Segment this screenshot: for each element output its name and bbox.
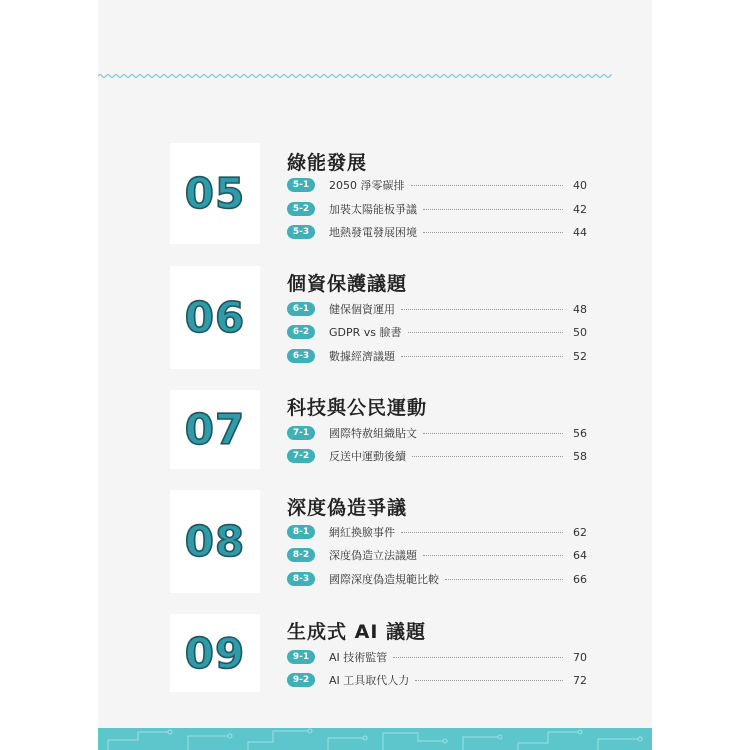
dot-leader — [393, 656, 563, 658]
dot-leader — [401, 355, 563, 357]
section-title: 2050 淨零碳排 — [329, 179, 405, 192]
section-badge: 6-3 — [287, 349, 315, 363]
section-badge: 8-2 — [287, 548, 315, 562]
section-badge: 6-2 — [287, 325, 315, 339]
toc-entry[interactable] — [287, 177, 587, 193]
section-badge: 9-1 — [287, 650, 315, 664]
section-title: 地熱發電發展困境 — [329, 226, 417, 239]
section-badge: 7-2 — [287, 449, 315, 463]
page-number: 66 — [573, 572, 587, 586]
toc-entry[interactable] — [287, 201, 587, 217]
toc-entry[interactable] — [287, 224, 587, 240]
page-number: 58 — [573, 449, 587, 463]
chapter-title[interactable]: 科技與公民運動 — [287, 397, 428, 419]
section-badge: 5-1 — [287, 178, 315, 192]
section-title: 健保個資運用 — [329, 303, 395, 316]
dot-leader — [412, 455, 563, 457]
dot-leader — [423, 554, 563, 556]
section-title: GDPR vs 臉書 — [329, 326, 402, 339]
dot-leader — [445, 578, 563, 580]
section-badge: 5-3 — [287, 225, 315, 239]
chapter-title[interactable]: 深度偽造爭議 — [287, 497, 408, 519]
section-badge: 8-1 — [287, 525, 315, 539]
page-number: 42 — [573, 202, 587, 216]
chapter-number-box — [170, 490, 260, 593]
section-title: 國際特赦組織貼文 — [329, 427, 417, 440]
section-title: 深度偽造立法議題 — [329, 549, 417, 562]
chapter-number-box — [170, 614, 260, 692]
toc-entry[interactable] — [287, 649, 587, 665]
dot-leader — [411, 184, 564, 186]
page-number: 52 — [573, 349, 587, 363]
chapter-number-box — [170, 390, 260, 469]
section-title: 數據經濟議題 — [329, 350, 395, 363]
page-number: 72 — [573, 673, 587, 687]
toc-entry[interactable] — [287, 547, 587, 563]
chapter-number-box — [170, 266, 260, 369]
section-title: 加裝太陽能板爭議 — [329, 203, 417, 216]
circuit-pattern-graphic — [98, 728, 652, 750]
section-title: AI 技術監管 — [329, 651, 388, 664]
chapter-title[interactable]: 生成式 AI 議題 — [287, 621, 427, 643]
section-title: 國際深度偽造規範比較 — [329, 573, 439, 586]
section-title: 反送中運動後續 — [329, 450, 406, 463]
toc-entry[interactable] — [287, 425, 587, 441]
chapter-number-box — [170, 143, 260, 244]
page-number: 64 — [573, 548, 587, 562]
chapter-title[interactable]: 綠能發展 — [287, 152, 368, 174]
chapter-number: 09 — [184, 628, 246, 678]
toc-entry[interactable] — [287, 524, 587, 540]
page-number: 48 — [573, 302, 587, 316]
chapter-number: 05 — [184, 169, 246, 218]
section-badge: 8-3 — [287, 572, 315, 586]
toc-entry[interactable] — [287, 348, 587, 364]
toc-entry[interactable] — [287, 672, 587, 688]
section-badge: 5-2 — [287, 202, 315, 216]
wavy-divider — [98, 72, 612, 80]
page-number: 40 — [573, 178, 587, 192]
section-title: AI 工具取代人力 — [329, 674, 410, 687]
chapter-title[interactable]: 個資保護議題 — [287, 273, 408, 295]
chapter-number: 07 — [184, 405, 246, 454]
section-badge: 7-1 — [287, 426, 315, 440]
toc-entry[interactable] — [287, 324, 587, 340]
page-number: 70 — [573, 650, 587, 664]
dot-leader — [423, 432, 563, 434]
toc-entry[interactable] — [287, 448, 587, 464]
toc-entry[interactable] — [287, 571, 587, 587]
dot-leader — [423, 208, 563, 210]
dot-leader — [401, 308, 563, 310]
page-number: 62 — [573, 525, 587, 539]
section-badge: 9-2 — [287, 673, 315, 687]
page-number: 56 — [573, 426, 587, 440]
circuit-pattern-band — [98, 728, 652, 750]
page-number: 44 — [573, 225, 587, 239]
dot-leader — [408, 331, 563, 333]
chapter-number: 06 — [184, 293, 246, 342]
chapter-number: 08 — [184, 517, 246, 566]
dot-leader — [423, 231, 563, 233]
section-title: 網紅換臉事件 — [329, 526, 395, 539]
dot-leader — [401, 531, 563, 533]
section-badge: 6-1 — [287, 302, 315, 316]
dot-leader — [415, 679, 563, 681]
page-number: 50 — [573, 325, 587, 339]
toc-entry[interactable] — [287, 301, 587, 317]
